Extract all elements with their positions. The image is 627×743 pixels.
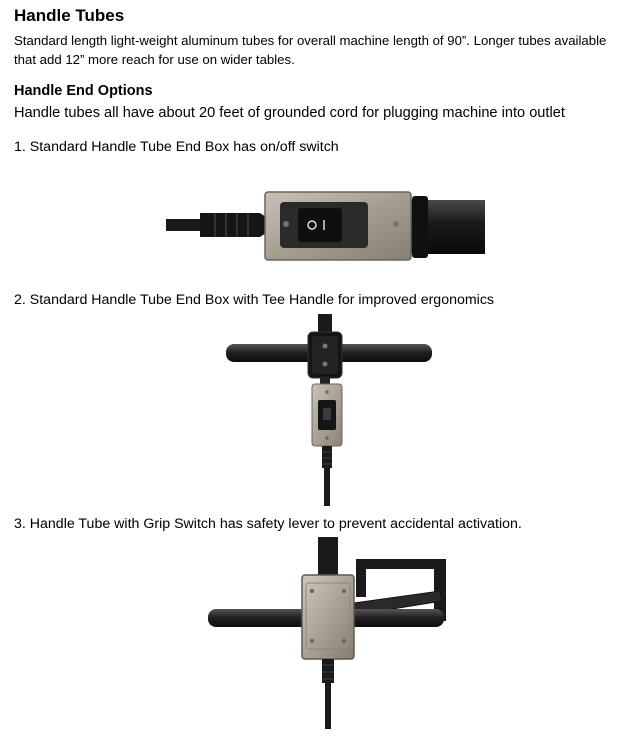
power-cord: [322, 659, 334, 729]
tee-handle-photo: [222, 312, 436, 508]
end-box: [312, 384, 342, 446]
strain-relief: [200, 213, 266, 237]
tee-clamp: [308, 332, 342, 378]
section-title: Handle Tubes: [14, 6, 125, 25]
grip-switch-box: [302, 575, 354, 659]
options-description: Handle tubes all have about 20 feet of grounded cord for plugging machine into outlet: [14, 105, 565, 121]
option-3-caption: 3. Handle Tube with Grip Switch has safety lever to prevent accidental activation.: [14, 516, 522, 532]
option-1-caption: 1. Standard Handle Tube End Box has on/off switch: [14, 139, 339, 155]
option-2-caption: 2. Standard Handle Tube End Box with Tee Handle for improved ergonomics: [14, 292, 495, 308]
section-intro: Standard length light-weight aluminum tubes for overall machine length of 90”. Longer tubes available that add 12” more reach for use on wider tables.: [14, 33, 607, 67]
grip-switch-photo: [204, 535, 450, 731]
end-box: [265, 192, 411, 260]
handle-tube: [410, 196, 485, 258]
switch-end-box-photo: [160, 186, 490, 266]
power-cord: [322, 446, 332, 506]
options-heading: Handle End Options: [14, 83, 153, 99]
